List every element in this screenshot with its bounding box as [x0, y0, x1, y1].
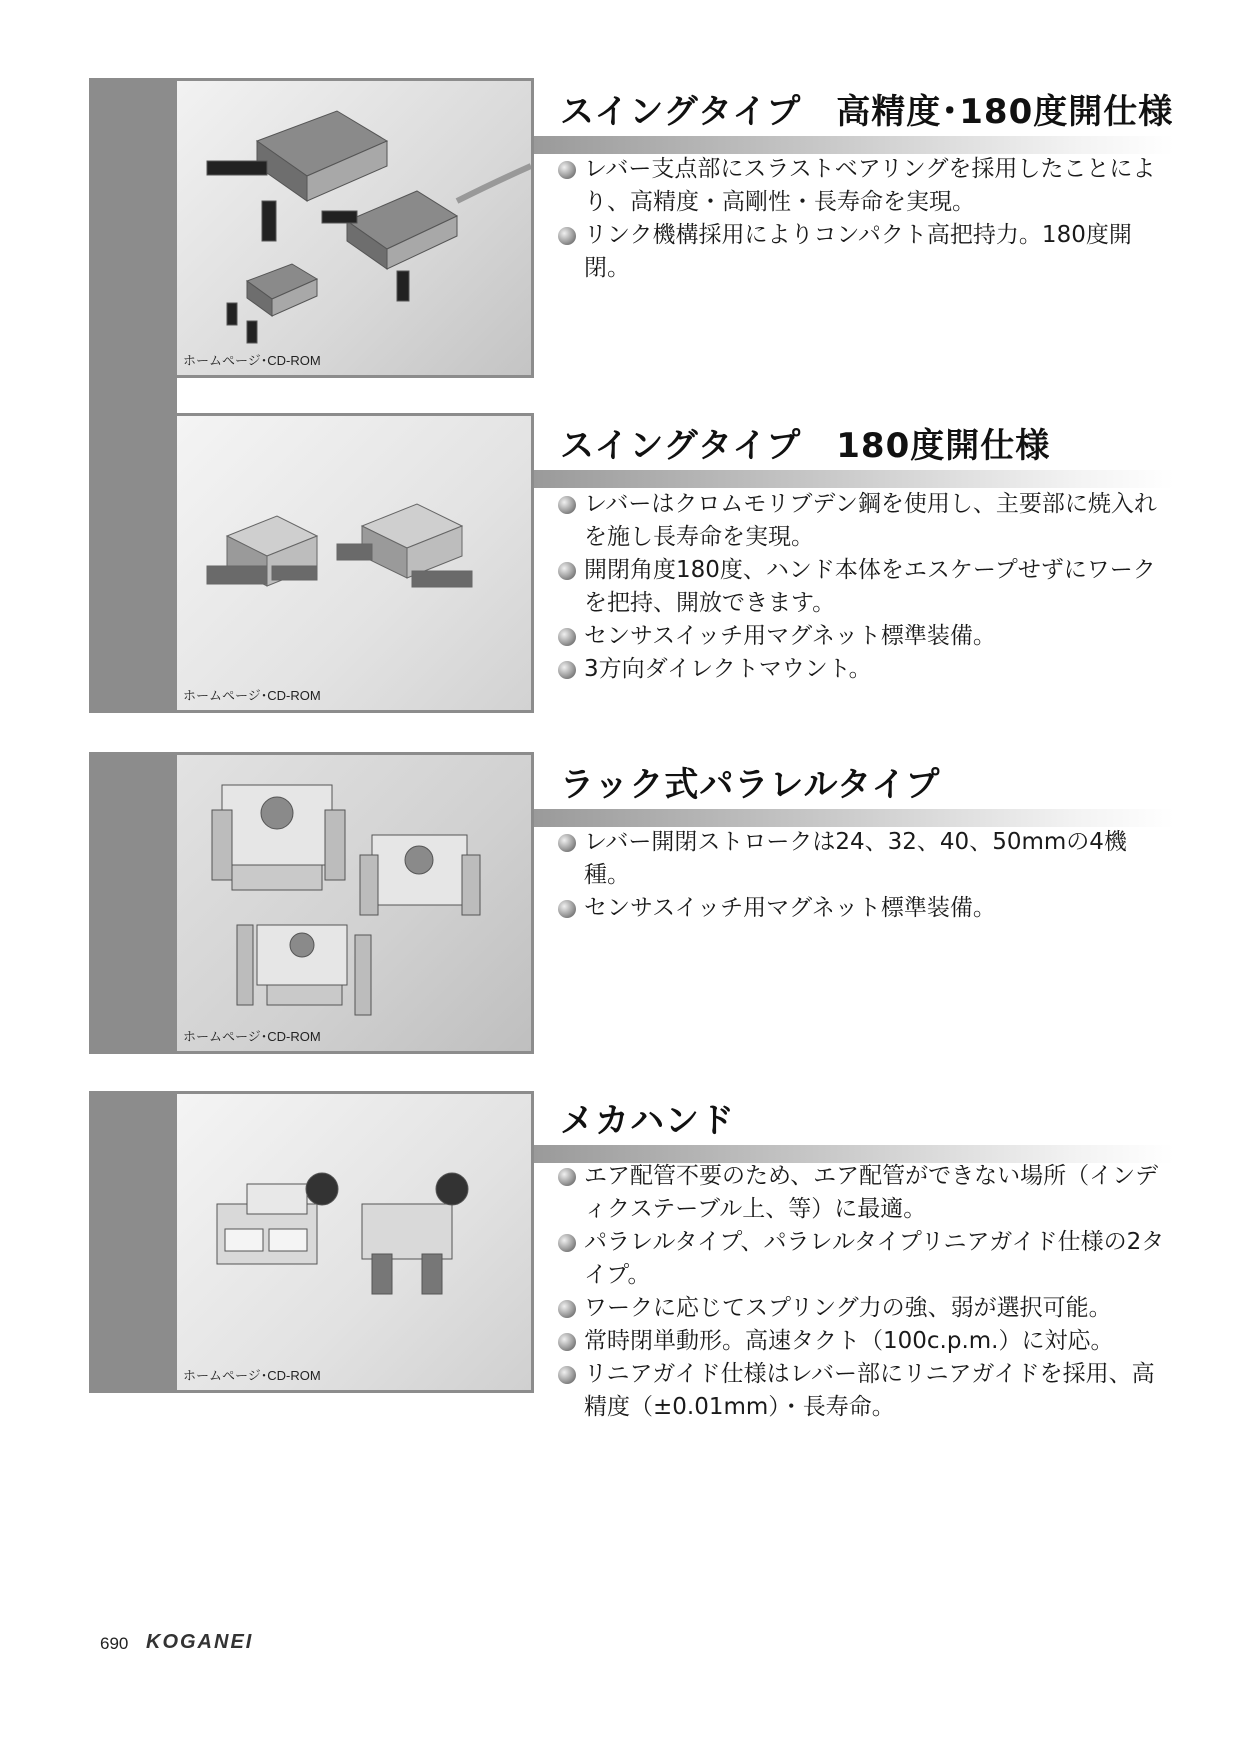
section-4-gray-bar: [89, 1091, 177, 1393]
section-4-photo: [177, 1091, 534, 1393]
swing-180-illustration: [177, 416, 531, 713]
bullet-item: リニアガイド仕様はレバー部にリニアガイドを採用、高精度（±0.01mm）・長寿命。: [558, 1358, 1170, 1424]
bullet-icon: [558, 562, 576, 580]
bullet-icon: [558, 1366, 576, 1384]
bullet-icon: [558, 1234, 576, 1252]
bullet-item: 3方向ダイレクトマウント。: [558, 653, 1170, 686]
section-3-title-rule: [534, 809, 1174, 827]
bullet-item: 開閉角度180度、ハンド本体をエスケープせずにワークを把持、開放できます。: [558, 554, 1170, 620]
section-3-title: ラック式パラレルタイプ: [560, 765, 941, 805]
bullet-item: センサスイッチ用マグネット標準装備。: [558, 620, 1170, 653]
section-4-bullets: [558, 1160, 1170, 1424]
section-3-photo: [177, 752, 534, 1054]
bullet-icon: [558, 496, 576, 514]
section-2-title: スイングタイプ 180度開仕様: [560, 426, 1051, 466]
bullet-icon: [558, 1333, 576, 1351]
bullet-item: エア配管不要のため、エア配管ができない場所（インディクステーブル上、等）に最適。: [558, 1160, 1170, 1226]
photo-caption: ホームページ･CD-ROM: [183, 1368, 321, 1383]
bullet-icon: [558, 900, 576, 918]
swing-gripper-illustration: [177, 81, 531, 378]
bullet-item: レバー開閉ストロークは24、32、40、50mmの4機種。: [558, 826, 1170, 892]
bullet-item: ワークに応じてスプリング力の強、弱が選択可能。: [558, 1292, 1170, 1325]
bullet-icon: [558, 834, 576, 852]
photo-caption: ホームページ･CD-ROM: [183, 1029, 321, 1044]
photo-caption: ホームページ･CD-ROM: [183, 353, 321, 368]
bullet-item: レバーはクロムモリブデン鋼を使用し、主要部に焼入れを施し長寿命を実現。: [558, 488, 1170, 554]
section-1-title-rule: [534, 136, 1174, 154]
section-1-title: スイングタイプ 高精度･180度開仕様: [560, 92, 1174, 132]
section-2-bullets: [558, 488, 1170, 686]
brand-logo: KOGANEI: [146, 1631, 254, 1653]
bullet-item: センサスイッチ用マグネット標準装備。: [558, 892, 1170, 925]
bullet-icon: [558, 1168, 576, 1186]
bullet-icon: [558, 1300, 576, 1318]
bullet-icon: [558, 161, 576, 179]
bullet-item: パラレルタイプ、パラレルタイプリニアガイド仕様の2タイプ。: [558, 1226, 1170, 1292]
section-4-title: メカハンド: [560, 1101, 735, 1141]
bullet-item: 常時閉単動形。高速タクト（100c.p.m.）に対応。: [558, 1325, 1170, 1358]
section-1-photo: [177, 78, 534, 378]
section-3-gray-bar: [89, 752, 177, 1054]
mechanical-hand-illustration: [177, 1094, 531, 1393]
bullet-icon: [558, 227, 576, 245]
section-3-bullets: [558, 826, 1170, 925]
section-1-gray-bar: [89, 78, 177, 411]
section-1-bullets: [558, 153, 1170, 285]
bullet-icon: [558, 628, 576, 646]
photo-caption: ホームページ･CD-ROM: [183, 688, 321, 703]
bullet-icon: [558, 661, 576, 679]
section-2-title-rule: [534, 470, 1174, 488]
bullet-item: レバー支点部にスラストベアリングを採用したことにより、高精度・高剛性・長寿命を実現。: [558, 153, 1170, 219]
page-number: 690: [100, 1634, 129, 1653]
rack-parallel-illustration: [177, 755, 531, 1054]
section-2-gray-bar: [89, 411, 177, 713]
section-2-photo: [177, 413, 534, 713]
bullet-item: リンク機構採用によりコンパクト高把持力。180度開閉。: [558, 219, 1170, 285]
